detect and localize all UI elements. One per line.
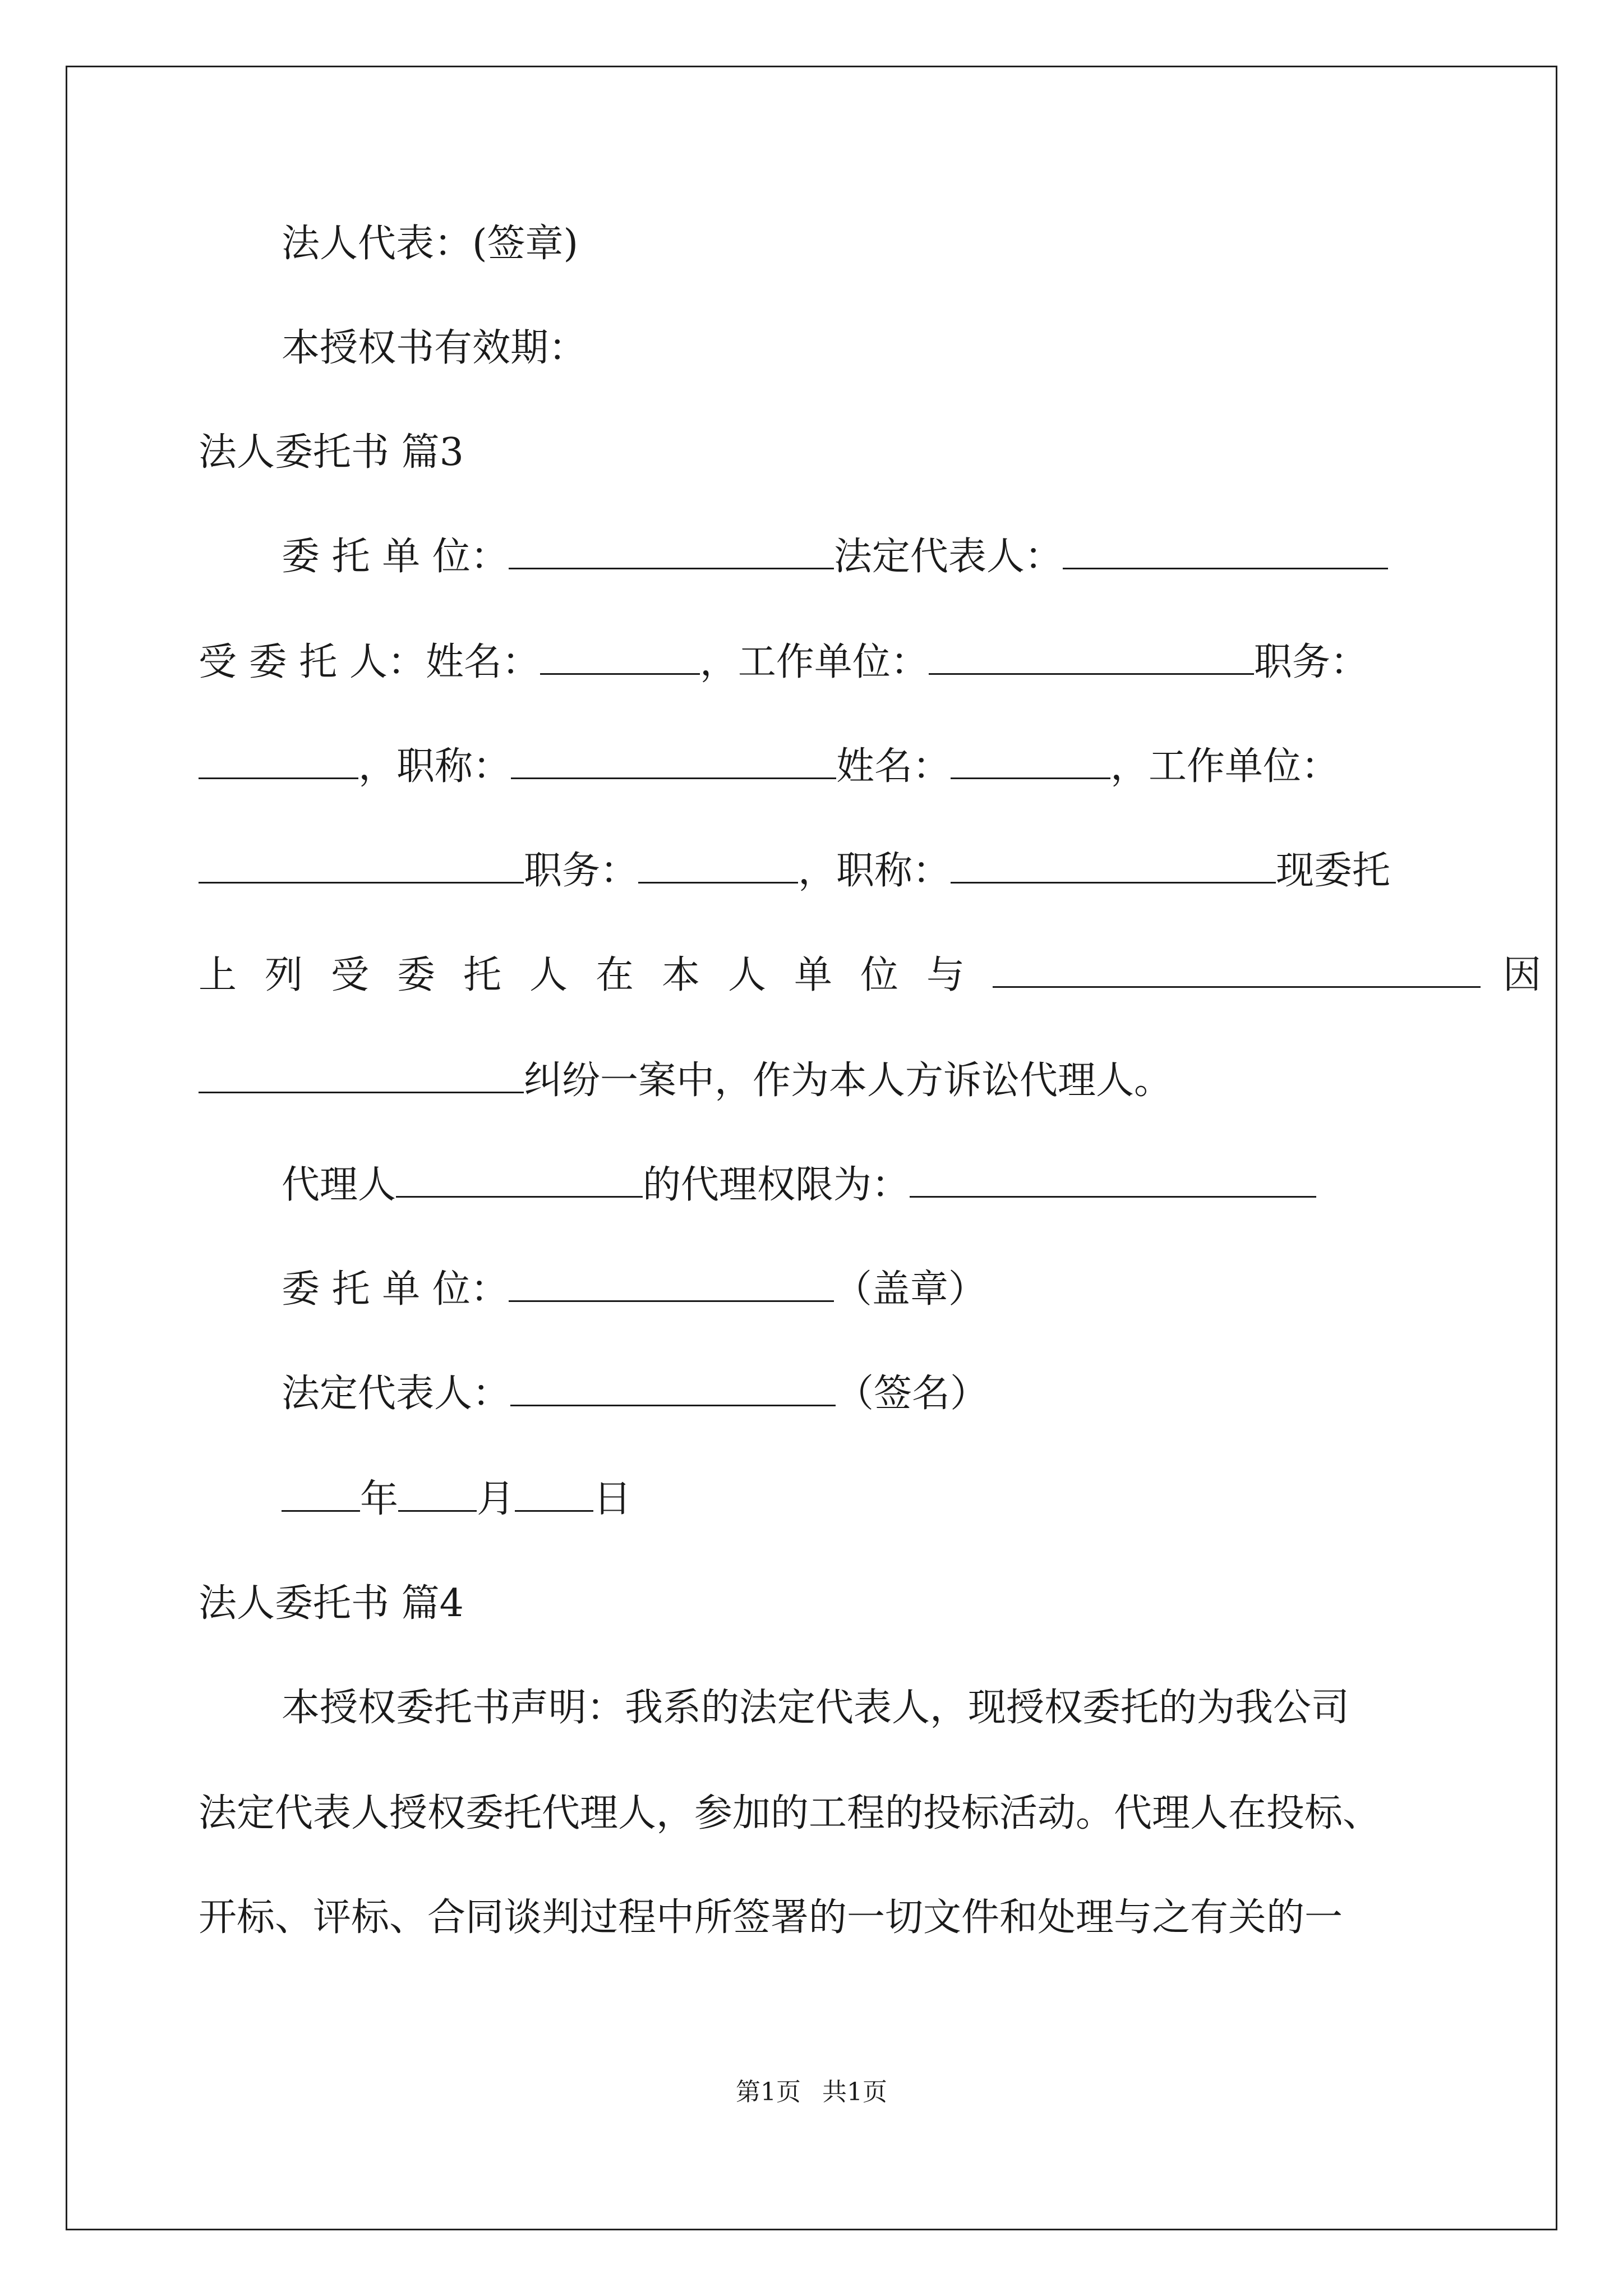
paragraph-line [282, 1369, 988, 1419]
text: ，职称： [798, 849, 951, 893]
fill-blank[interactable] [199, 744, 358, 779]
fill-blank[interactable] [511, 744, 836, 779]
text: 的代理权限为： [643, 1163, 910, 1207]
fill-blank[interactable] [993, 953, 1481, 988]
validity-line [282, 323, 587, 374]
fill-blank[interactable] [951, 848, 1276, 884]
text: （签名） [836, 1372, 989, 1416]
text: ，职称： [358, 744, 511, 789]
text: 现委托 [1276, 849, 1391, 893]
text: 法人代表：(签章) [282, 222, 579, 266]
text: 上列受委托人在本人单位与 [199, 953, 993, 997]
paragraph-line [199, 846, 1390, 896]
text: 法定代表人： [833, 535, 1063, 579]
text: 职务： [524, 849, 639, 893]
text: 日 [593, 1477, 632, 1521]
heading-text: 法人委托书 篇3 [199, 430, 464, 475]
fill-blank[interactable] [929, 639, 1254, 675]
text: ，工作单位： [699, 640, 929, 684]
text: 代理人 [282, 1163, 396, 1207]
text: 本授权委托书声明：我系的法定代表人，现授权委托的为我公司 [282, 1686, 1350, 1730]
paragraph-line [199, 637, 1368, 688]
text: 姓名： [836, 744, 951, 789]
paragraph-line [199, 1056, 1172, 1106]
page-footer [0, 2076, 1623, 2109]
fill-blank[interactable] [396, 1162, 643, 1198]
day-blank[interactable] [515, 1476, 593, 1512]
text: 受 委 托 人：姓名： [199, 640, 540, 684]
text: 纠纷一案中，作为本人方诉讼代理人。 [524, 1059, 1173, 1103]
fill-blank[interactable] [1063, 534, 1388, 569]
paragraph-line [282, 532, 1388, 582]
date-line [282, 1474, 631, 1525]
paragraph-line [282, 1160, 1316, 1211]
text: 法定代表人： [282, 1372, 511, 1416]
text: （盖章） [833, 1267, 986, 1312]
text: 开标、评标、合同谈判过程中所签署的一切文件和处理与之有关的一 [199, 1895, 1343, 1940]
legal-rep-signature-line [282, 219, 578, 269]
page-number: 第1页 [736, 2078, 801, 2106]
fill-blank[interactable] [951, 744, 1110, 779]
text: 因 [1503, 953, 1542, 997]
page-total: 共1页 [822, 2078, 887, 2106]
fill-blank[interactable] [199, 848, 524, 884]
paragraph-line [199, 742, 1339, 792]
fill-blank[interactable] [638, 848, 798, 884]
text: 职务： [1253, 640, 1368, 684]
month-blank[interactable] [398, 1476, 477, 1512]
text: ，工作单位： [1110, 744, 1340, 789]
fill-blank[interactable] [910, 1162, 1316, 1198]
fill-blank[interactable] [509, 534, 834, 569]
paragraph-line [199, 1893, 1343, 1943]
fill-blank[interactable] [510, 1371, 836, 1406]
text: 年 [360, 1477, 399, 1521]
fill-blank[interactable] [199, 1058, 524, 1093]
text: 委 托 单 位： [282, 1267, 509, 1312]
text: 本授权书有效期： [282, 326, 587, 370]
paragraph-line [282, 1683, 1349, 1733]
text: 委 托 单 位： [282, 535, 509, 579]
paragraph-line [199, 950, 1541, 1001]
text: 法定代表人授权委托代理人，参加的工程的投标活动。代理人在投标、 [199, 1791, 1381, 1835]
fill-blank[interactable] [540, 639, 700, 675]
section-heading-3 [199, 427, 464, 478]
section-heading-4 [199, 1579, 464, 1629]
fill-blank[interactable] [509, 1267, 834, 1302]
paragraph-line [282, 1264, 986, 1315]
text: 月 [477, 1477, 515, 1521]
heading-text: 法人委托书 篇4 [199, 1581, 464, 1626]
paragraph-line [199, 1788, 1381, 1839]
year-blank[interactable] [282, 1476, 360, 1512]
